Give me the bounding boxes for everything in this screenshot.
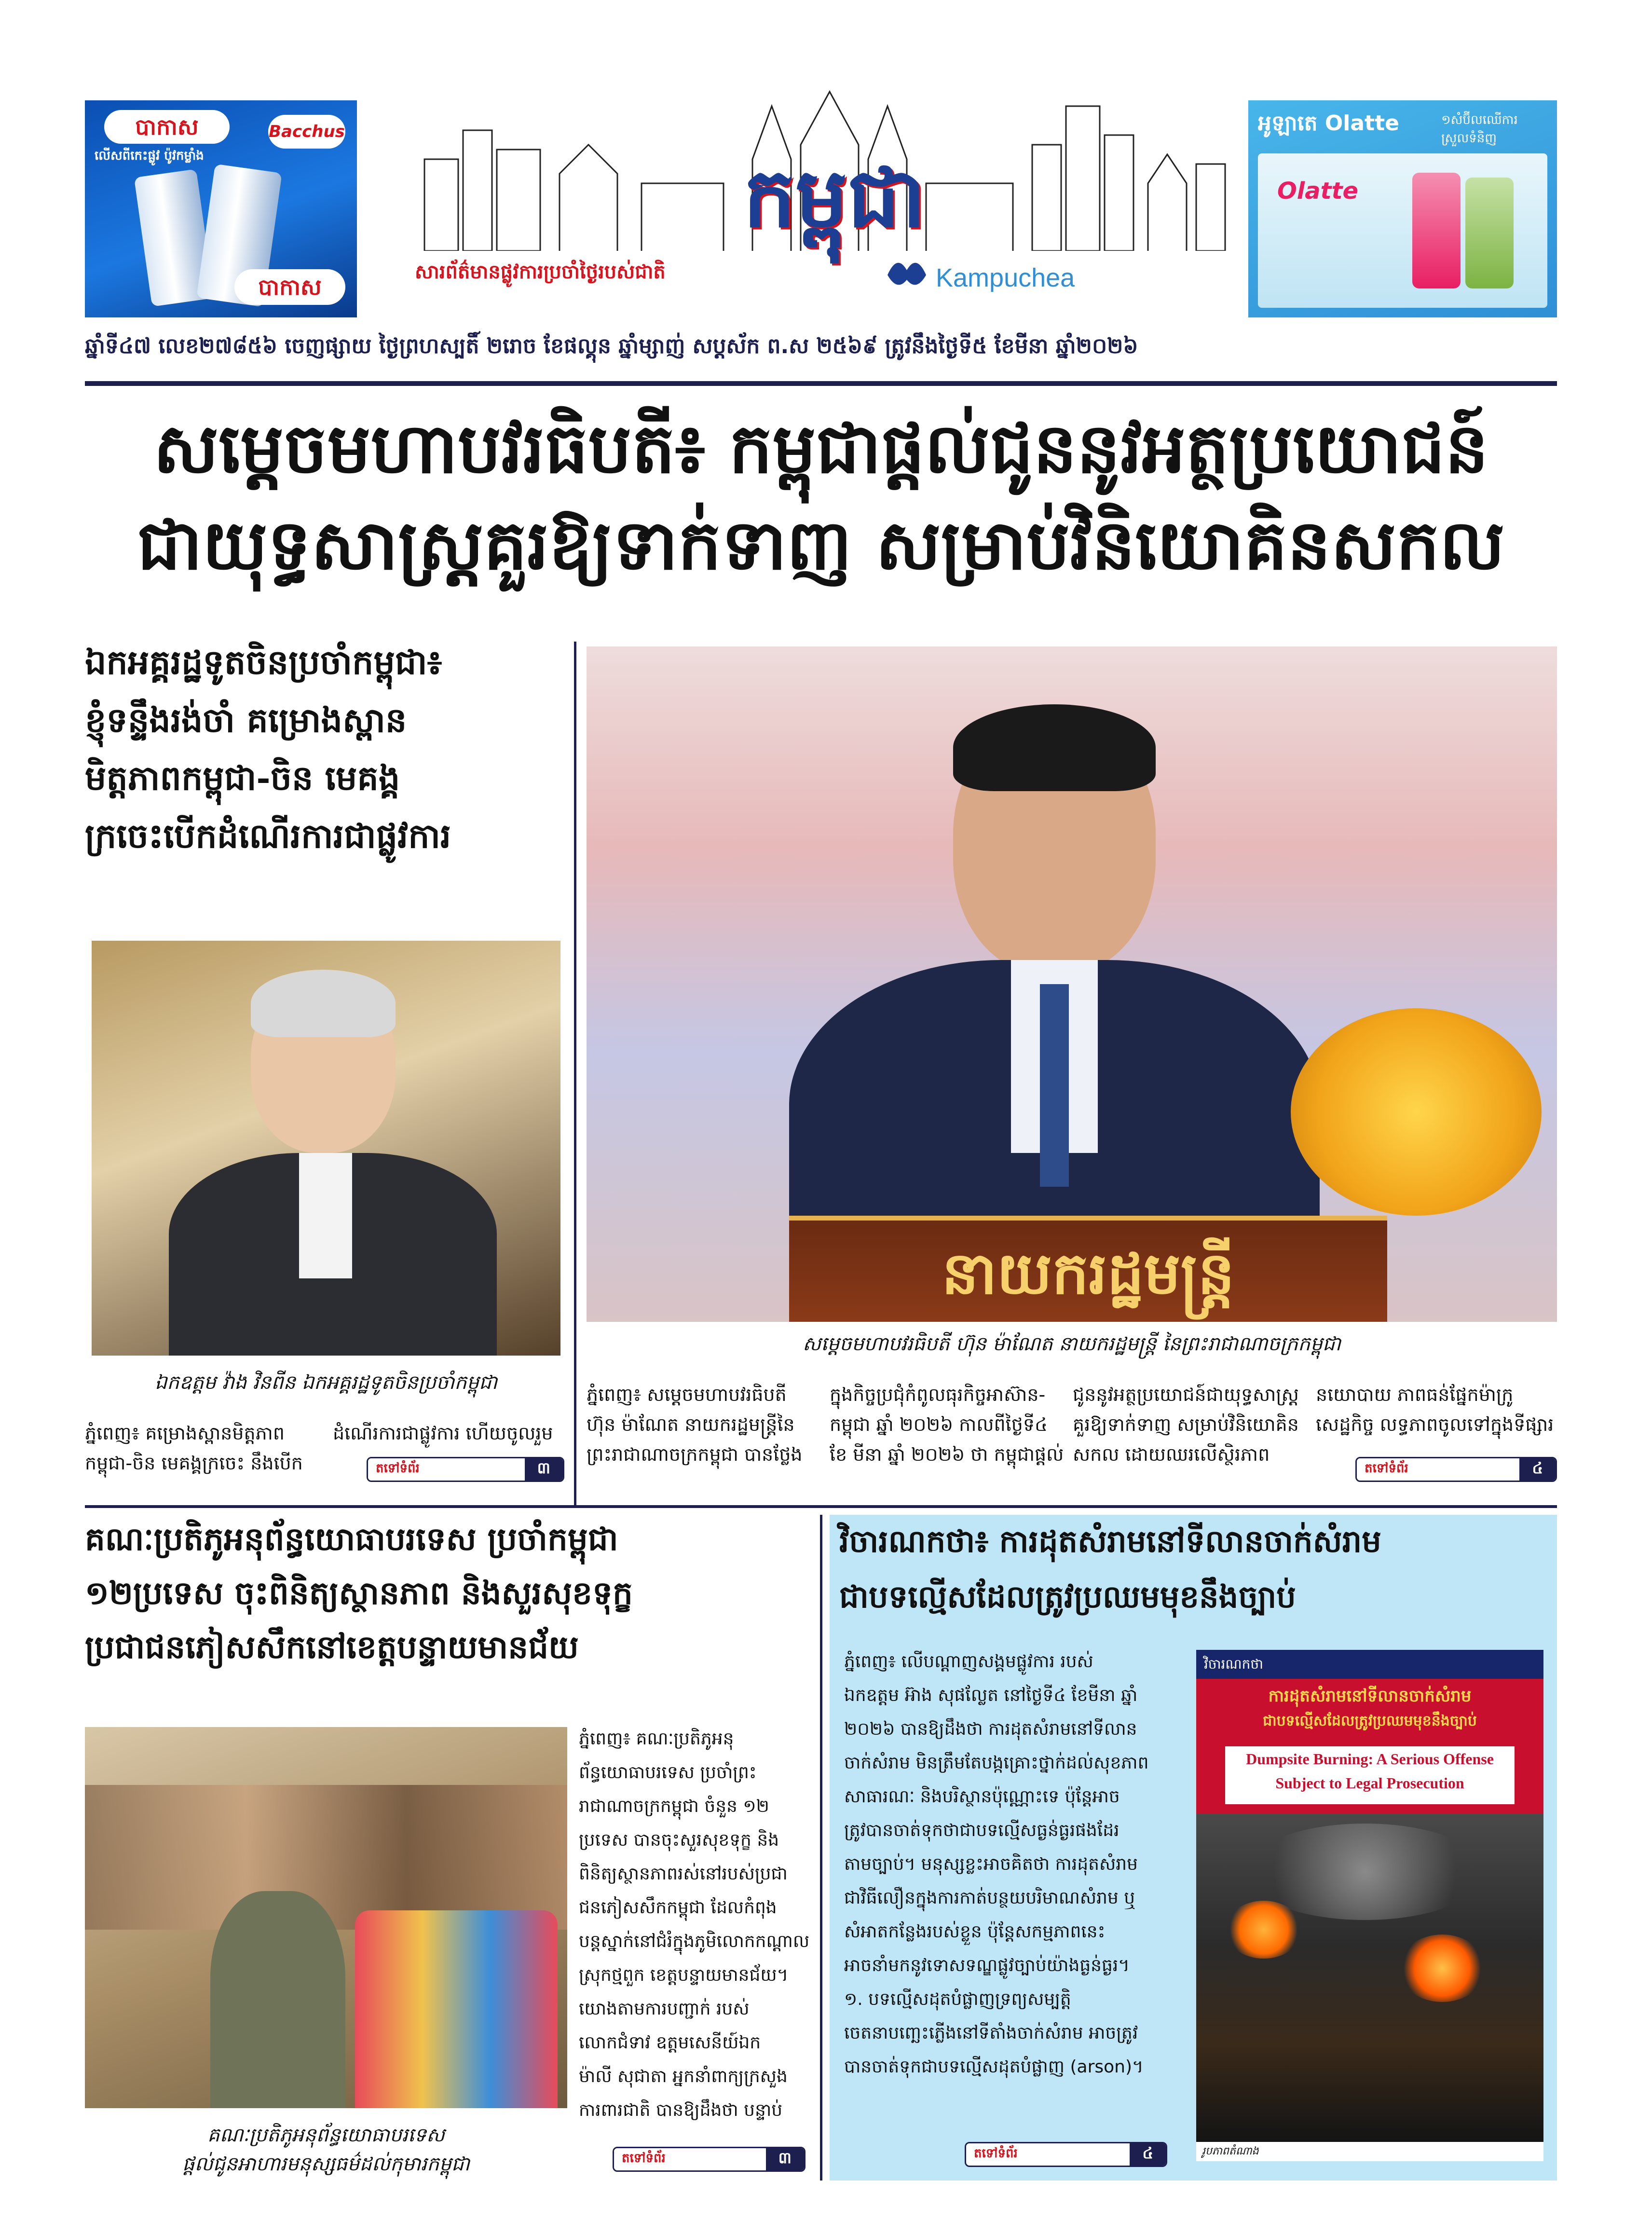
bottom-left-headline-3[interactable]: ប្រជាជនភៀសសឹកនៅខេត្តបន្ទាយមានជ័យ bbox=[85, 1628, 579, 1666]
pm-tie bbox=[1040, 984, 1069, 1187]
masthead-emblem-icon bbox=[883, 251, 931, 294]
inset-title-khmer-2: ជាបទល្មើសដែលត្រូវប្រឈមមុខនឹងច្បាប់ bbox=[1263, 1713, 1477, 1729]
body-line: យោងតាមការបញ្ជាក់ របស់ bbox=[579, 1999, 750, 2019]
bottom-left-body bbox=[579, 1722, 810, 2147]
body-line: ឯកឧត្តម អ៊ាង សុផល្លែត នៅថ្ងៃទី៤ ខែមីនា ឆ្នាំ bbox=[844, 1686, 1138, 1705]
body-line: ចាក់សំរាម មិនត្រឹមតែបង្កគ្រោះថ្នាក់ដល់សុខភាព bbox=[844, 1753, 1149, 1773]
bottom-left-headline-2[interactable]: ១២ប្រទេស ចុះពិនិត្យស្ថានភាព និងសួរសុខទុក្ខ bbox=[85, 1574, 633, 1612]
continue-label: តទៅទំព័រ bbox=[614, 2148, 766, 2170]
body-line: ប្រទេស បានចុះសួរសុខទុក្ខ និង bbox=[579, 1830, 779, 1850]
main-col2-line-1: ក្នុងកិច្ចប្រជុំកំពូលធុរកិច្ចអាស៊ាន- bbox=[830, 1384, 1046, 1405]
left-story-caption: ឯកឧត្តម វ៉ាង វិនពីន ឯកអគ្គរដ្ឋទូតចិនប្រចាំកម្ពុជា bbox=[154, 1372, 498, 1394]
body-line: តាមច្បាប់។ មនុស្សខ្លះអាចគិតថា ការដុតសំរាម bbox=[844, 1854, 1138, 1874]
body-line: អាចនាំមកនូវទោសទណ្ឌផ្លូវច្បាប់យ៉ាងធ្ងន់ធ្ងរ។ bbox=[844, 1956, 1130, 1975]
body-line: ពិនិត្យស្ថានភាពរស់នៅរបស់ប្រជា bbox=[579, 1864, 788, 1884]
body-line: សាធារណៈ និងបរិស្ថានប៉ុណ្ណោះទេ ប៉ុន្តែអាច bbox=[844, 1787, 1120, 1807]
left-story-continue-badge[interactable] bbox=[367, 1457, 564, 1482]
bottom-left-caption-1: គណៈប្រតិភូអនុព័ន្ធយោធាបរទេស bbox=[207, 2124, 445, 2146]
main-col1-line-2: ហ៊ុន ម៉ាណែត នាយករដ្ឋមន្ត្រីនៃ bbox=[587, 1414, 795, 1435]
left-story-headline-1[interactable]: ឯកអគ្គរដ្ឋទូតចិនប្រចាំកម្ពុជា៖ bbox=[85, 642, 442, 682]
main-col2-line-3: ខែ មីនា ឆ្នាំ ២០២៦ ថា កម្ពុជាផ្តល់ bbox=[830, 1444, 1064, 1465]
column-divider-bottom bbox=[820, 1515, 822, 2181]
body-line: ត្រូវបានចាត់ទុកថាជាបទល្មើសធ្ងន់ធ្ងរផងដែរ bbox=[844, 1821, 1120, 1840]
bottom-left-continue-badge[interactable] bbox=[613, 2147, 806, 2172]
ad-slogan-text: លើសពីកេះផ្លូវ ប៉ូវកម្លាំង bbox=[95, 149, 204, 163]
main-story-col-4 bbox=[1316, 1380, 1557, 1447]
masthead-logo-latin: Kampuchea bbox=[936, 263, 1075, 292]
main-story-col-3 bbox=[1073, 1380, 1309, 1481]
flower-decoration bbox=[1291, 1008, 1542, 1216]
main-col4-line-1: នយោបាយ ភាពធន់ផ្នែកម៉ាក្រូ bbox=[1316, 1384, 1514, 1405]
body-line: បានចាត់ទុកជាបទល្មើសដុតបំផ្លាញ (arson)។ bbox=[844, 2057, 1144, 2077]
inset-fire-image bbox=[1196, 1814, 1543, 2142]
continue-label: តទៅទំព័រ bbox=[966, 2143, 1130, 2166]
main-col3-line-1: ជូននូវអត្ថប្រយោជន៍ជាយុទ្ធសាស្ត្រ bbox=[1073, 1384, 1299, 1405]
ad-olatte-brand: Olatte bbox=[1277, 178, 1359, 205]
continue-label: តទៅទំព័រ bbox=[368, 1458, 525, 1481]
ambassador-photo bbox=[92, 941, 560, 1356]
ad-slogan-badge: បាកាស bbox=[104, 110, 230, 144]
analysis-headline-2[interactable]: ជាបទល្មើសដែលត្រូវប្រឈមមុខនឹងច្បាប់ bbox=[839, 1579, 1296, 1615]
body-line: ១. បទល្មើសដុតបំផ្លាញទ្រព្យសម្បត្តិ bbox=[844, 1989, 1071, 2009]
body-line: ចេតនាបញ្ឆេះភ្លើងនៅទីតាំងចាក់សំរាម អាចត្រូវ bbox=[844, 2023, 1138, 2043]
pm-hair bbox=[953, 704, 1156, 791]
analysis-body bbox=[844, 1645, 1191, 2108]
body-line: ស្រុកថ្មពួក ខេត្តបន្ទាយមានជ័យ។ bbox=[579, 1965, 789, 1985]
body-line: ភ្នំពេញ៖ លើបណ្តាញសង្គមផ្លូវការ របស់ bbox=[844, 1652, 1093, 1672]
body-line: លោកជំទាវ ឧត្តមសេនីយ៍ឯក bbox=[579, 2033, 761, 2053]
body-line: បន្តស្នាក់នៅជំរំក្នុងភូមិលោកកណ្តាល bbox=[579, 1932, 810, 1951]
column-divider-top bbox=[574, 642, 576, 1505]
body-line: ជាវិធីលឿនក្នុងការកាត់បន្ថយបរិមាណសំរាម ឬ bbox=[844, 1888, 1135, 1908]
main-col3-line-2: គួរឱ្យទាក់ទាញ សម្រាប់វិនិយោគិន bbox=[1073, 1414, 1299, 1435]
left-story-col1-line-2: កម្ពុជា-ចិន មេគង្គក្រចេះ នឹងបើក bbox=[85, 1453, 303, 1474]
continue-page-number: ៤ bbox=[1519, 1458, 1556, 1481]
left-story-headline-4[interactable]: ក្រចេះបើកដំណើរការជាផ្លូវការ bbox=[85, 816, 451, 856]
masthead-logo[interactable]: កម្ពុជា bbox=[743, 150, 926, 246]
podium-label: នាយករដ្ឋមន្ត្រី bbox=[942, 1239, 1235, 1307]
analysis-continue-badge[interactable] bbox=[965, 2142, 1167, 2167]
body-line: ភ្នំពេញ៖ គណៈប្រតិភូអនុ bbox=[579, 1729, 734, 1749]
main-col1-line-1: ភ្នំពេញ៖ សម្តេចមហាបវរធិបតី bbox=[587, 1384, 787, 1405]
ad-olatte-slogan: ១សំប៊ីលឈើការ ស្រួលទំនិញ bbox=[1441, 113, 1518, 146]
analysis-headline-1[interactable]: វិចារណកថា៖ ការដុតសំរាមនៅទីលានចាក់សំរាម bbox=[839, 1523, 1381, 1560]
main-col4-line-2: សេដ្ឋកិច្ច លទ្ធភាពចូលទៅក្នុងទីផ្សារ bbox=[1316, 1414, 1554, 1435]
podium bbox=[789, 1216, 1387, 1322]
body-line: ការពារជាតិ បានឱ្យដឹងថា បន្ទាប់ bbox=[579, 2100, 783, 2120]
ambassador-hair bbox=[251, 970, 396, 1037]
smoke bbox=[1244, 1824, 1486, 1920]
photo-crowd bbox=[85, 1785, 567, 1930]
body-line: សំអាតកន្លែងរបស់ខ្លួន ប៉ុន្តែសកម្មភាពនេះ bbox=[844, 1922, 1106, 1942]
body-line: ជនភៀសសឹកកម្ពុជា ដែលកំពុង bbox=[579, 1898, 777, 1918]
continue-page-number: ៣ bbox=[766, 2148, 804, 2170]
continue-page-number: ៣ bbox=[525, 1458, 563, 1481]
inset-footer-text: រូបភាពតំណាង bbox=[1202, 2145, 1259, 2157]
inset-header bbox=[1196, 1650, 1543, 1679]
body-line: ២០២៦ បានឱ្យដឹងថា ការដុតសំរាមនៅទីលាន bbox=[844, 1719, 1137, 1739]
left-story-headline-3[interactable]: មិត្តភាពកម្ពុជា-ចិន មេគង្គ bbox=[85, 758, 400, 798]
ad-olatte-can-1 bbox=[1412, 173, 1461, 288]
continue-label: តទៅទំព័រ bbox=[1357, 1458, 1519, 1481]
photo-children bbox=[355, 1910, 558, 2108]
main-headline-line-1[interactable]: សម្តេចមហាបវរធិបតី៖ កម្ពុជាផ្តល់ជូននូវអត្ថប្រយោជន៍ bbox=[153, 409, 1489, 489]
emblem-icon bbox=[883, 251, 931, 294]
inset-kicker: វិចារណកថា bbox=[1204, 1656, 1264, 1672]
bottom-left-headline-1[interactable]: គណៈប្រតិភូអនុព័ន្ធយោធាបរទេស ប្រចាំកម្ពុជា bbox=[85, 1520, 618, 1558]
main-col2-line-2: កម្ពុជា ឆ្នាំ ២០២៦ កាលពីថ្ងៃទី៤ bbox=[830, 1414, 1048, 1435]
ad-brand-logo: Bacchus bbox=[268, 115, 345, 149]
bottom-left-caption-2: ផ្តល់ជូនអាហារមនុស្សធម៌ដល់កុមារកម្ពុជា bbox=[182, 2153, 470, 2175]
body-line: ម៉ាលី សុជាតា អ្នកនាំពាក្យក្រសួង bbox=[579, 2067, 788, 2086]
left-story-body-col-1 bbox=[85, 1418, 326, 1486]
ambassador-shirt bbox=[299, 1153, 352, 1278]
body-line: ព័ន្ធយោធាបរទេស ប្រចាំព្រះ bbox=[579, 1763, 757, 1783]
main-col1-line-3: ព្រះរាជាណាចក្រកម្ពុជា បានថ្លែង bbox=[587, 1444, 803, 1465]
refugee-children-photo bbox=[85, 1727, 567, 2108]
left-story-headline-2[interactable]: ខ្ញុំទន្ទឹងរង់ចាំ គម្រោងស្ពាន bbox=[85, 700, 407, 740]
left-story bbox=[85, 642, 567, 1423]
masthead-rule bbox=[85, 381, 1557, 386]
left-story-col2-line-1: ដំណើរការជាផ្លូវការ ហើយចូលរួម bbox=[333, 1423, 553, 1444]
inset-english-panel bbox=[1225, 1746, 1515, 1804]
inset-title-panel bbox=[1196, 1679, 1543, 1814]
prime-minister-photo bbox=[587, 646, 1557, 1322]
fire-glow-2 bbox=[1399, 1934, 1486, 2002]
left-story-col1-line-1: ភ្នំពេញ៖ គម្រោងស្ពានមិត្តភាព bbox=[85, 1423, 285, 1444]
analysis-inset-graphic bbox=[1196, 1650, 1543, 2161]
inset-title-english-2: Subject to Legal Prosecution bbox=[1275, 1774, 1464, 1792]
inset-footer bbox=[1196, 2142, 1543, 2161]
main-headline-line-2[interactable]: ជាយុទ្ធសាស្ត្រគួរឱ្យទាក់ទាញ សម្រាប់វិនិយោគិនសកល bbox=[137, 505, 1505, 585]
dateline: ឆ្នាំទី៤៧ លេខ២៧៨៥៦ ចេញផ្សាយ ថ្ងៃព្រហស្បតិ៍ ២រោច ខែផល្គុន ឆ្នាំម្សាញ់ សប្តស័ក ព.ស ២៥៦៩ ត្រូវនឹងថ្ងៃទី៥ ខែមីនា ឆ្នាំ២០២៦ bbox=[85, 334, 1138, 358]
main-col3-line-3: សកល ដោយឈរលើស្ថិរភាព bbox=[1073, 1444, 1270, 1465]
continue-page-number: ៤ bbox=[1130, 2143, 1166, 2166]
ad-bacchus-left[interactable] bbox=[85, 100, 357, 317]
main-story-col-2 bbox=[830, 1380, 1066, 1481]
ad-olatte-title: អូឡាតេ Olatte bbox=[1258, 111, 1399, 136]
inset-title-english-1: Dumpsite Burning: A Serious Offense bbox=[1246, 1750, 1494, 1768]
body-line: រាជាណាចក្រកម្ពុជា ចំនួន ១២ bbox=[579, 1797, 769, 1816]
ad-slogan-badge-bottom: បាកាស bbox=[234, 269, 345, 305]
main-story-continue-badge[interactable] bbox=[1355, 1457, 1557, 1482]
inset-title-khmer-1: ការដុតសំរាមនៅទីលានចាក់សំរាម bbox=[1268, 1687, 1472, 1706]
section-rule bbox=[85, 1505, 1557, 1508]
main-story-col-1 bbox=[587, 1380, 823, 1481]
masthead-tagline: សារព័ត៌មានផ្លូវការប្រចាំថ្ងៃរបស់ជាតិ bbox=[415, 261, 666, 283]
ad-olatte-can-2 bbox=[1465, 178, 1514, 288]
photo-soldier bbox=[210, 1891, 345, 2108]
ad-olatte-right[interactable] bbox=[1248, 100, 1557, 317]
main-story-caption: សម្តេចមហាបវរធិបតី ហ៊ុន ម៉ាណែត នាយករដ្ឋមន្ត្រី នៃព្រះរាជាណាចក្រកម្ពុជា bbox=[803, 1333, 1341, 1355]
